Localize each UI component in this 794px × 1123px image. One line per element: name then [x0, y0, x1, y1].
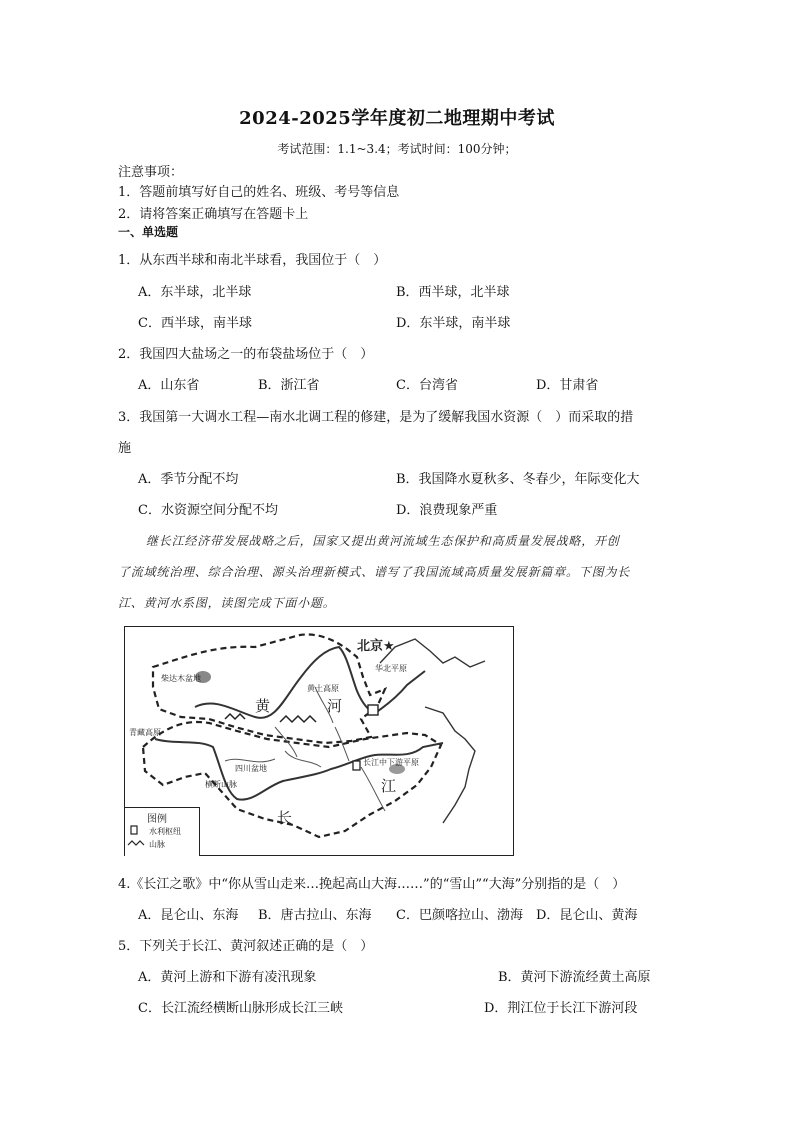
question-4-option-a[interactable]: A．昆仑山、东海	[138, 908, 239, 923]
question-4-option-b[interactable]: B．唐古拉山、东海	[258, 908, 372, 923]
question-3-option-a[interactable]: A．季节分配不均	[138, 472, 239, 487]
question-3-option-d[interactable]: D．浪费现象严重	[396, 503, 498, 518]
question-1-option-b[interactable]: B．西半球，北半球	[396, 285, 510, 300]
map-label-qingzang: 青藏高原	[129, 728, 161, 737]
question-1-option-a[interactable]: A．东半球，北半球	[138, 285, 252, 300]
map-label-chaidamu: 柴达木盆地	[161, 674, 201, 683]
exam-title: 2024-2025学年度初二地理期中考试	[239, 108, 555, 129]
legend-title: 图例	[147, 814, 167, 825]
passage-line: 继长江经济带发展战略之后，国家又提出黄河流域生态保护和高质量发展战略，开创	[146, 534, 620, 548]
legend-mountain-label: 山脉	[149, 840, 165, 849]
question-1-option-d[interactable]: D．东半球，南半球	[396, 316, 511, 331]
question-5-option-c[interactable]: C．长江流经横断山脉形成长江三峡	[138, 1001, 343, 1016]
section-heading: 一、单选题	[118, 225, 179, 239]
map-label-he: 河	[327, 697, 343, 715]
notice-item: 2．请将答案正确填写在答题卡上	[118, 207, 309, 222]
map-legend	[125, 807, 200, 856]
map-label-huang: 黄	[255, 697, 271, 715]
question-5-stem: 5．下列关于长江、黄河叙述正确的是（ ）	[118, 939, 374, 954]
question-2-option-a[interactable]: A．山东省	[138, 378, 200, 393]
map-label-jiang: 江	[381, 777, 397, 795]
map-label-hengduan: 横断山脉	[205, 780, 237, 789]
passage-line: 江、黄河水系图，读图完成下面小题。	[118, 596, 336, 610]
question-5-option-d[interactable]: D．荆江位于长江下游河段	[484, 1001, 638, 1016]
map-label-sichuan: 四川盆地	[235, 764, 267, 773]
question-2-option-c[interactable]: C．台湾省	[396, 378, 458, 393]
map-label-chang: 长	[277, 809, 293, 827]
question-1-option-c[interactable]: C．西半球，南半球	[138, 316, 252, 331]
map-label-beijing: 北京★	[357, 639, 395, 654]
question-5-option-a[interactable]: A．黄河上游和下游有凌汛现象	[138, 970, 317, 985]
question-4-option-d[interactable]: D．昆仑山、黄海	[536, 908, 638, 923]
question-1-stem: 1．从东西半球和南北半球看，我国位于（ ）	[118, 253, 387, 268]
question-3-option-c[interactable]: C．水资源空间分配不均	[138, 503, 278, 518]
map-label-changjiang-plain: 长江中下游平原	[363, 758, 419, 767]
question-3-stem-cont: 施	[118, 441, 132, 456]
legend-dam-label: 水利枢纽	[149, 827, 181, 836]
question-2-stem: 2．我国四大盐场之一的布袋盐场位于（ ）	[118, 347, 374, 362]
question-5-option-b[interactable]: B．黄河下游流经黄土高原	[498, 970, 651, 985]
map-label-huangtu: 黄土高原	[307, 684, 339, 693]
river-system-map	[124, 626, 514, 856]
passage-line: 了流域统治理、综合治理、源头治理新模式、谱写了我国流域高质量发展新篇章。下图为长	[118, 565, 631, 579]
question-2-option-d[interactable]: D．甘肃省	[536, 378, 599, 393]
exam-subtitle: 考试范围：1.1~3.4；考试时间：100分钟；	[277, 142, 517, 156]
question-4-option-c[interactable]: C．巴颜喀拉山、渤海	[396, 908, 523, 923]
map-label-huabei: 华北平原	[375, 664, 407, 673]
notice-item: 1．答题前填写好自己的姓名、班级、考号等信息	[118, 185, 400, 200]
question-2-option-b[interactable]: B．浙江省	[258, 378, 320, 393]
question-4-stem: 4.《长江之歌》中“你从雪山走来…挽起高山大海……”的“雪山”“大海”分别指的是（ ）	[118, 877, 626, 892]
notice-heading: 注意事项：	[118, 165, 184, 180]
question-3-stem: 3．我国第一大调水工程—南水北调工程的修建，是为了缓解我国水资源（ ）而采取的措	[118, 410, 634, 425]
question-3-option-b[interactable]: B．我国降水夏秋多、冬春少，年际变化大	[396, 472, 640, 487]
